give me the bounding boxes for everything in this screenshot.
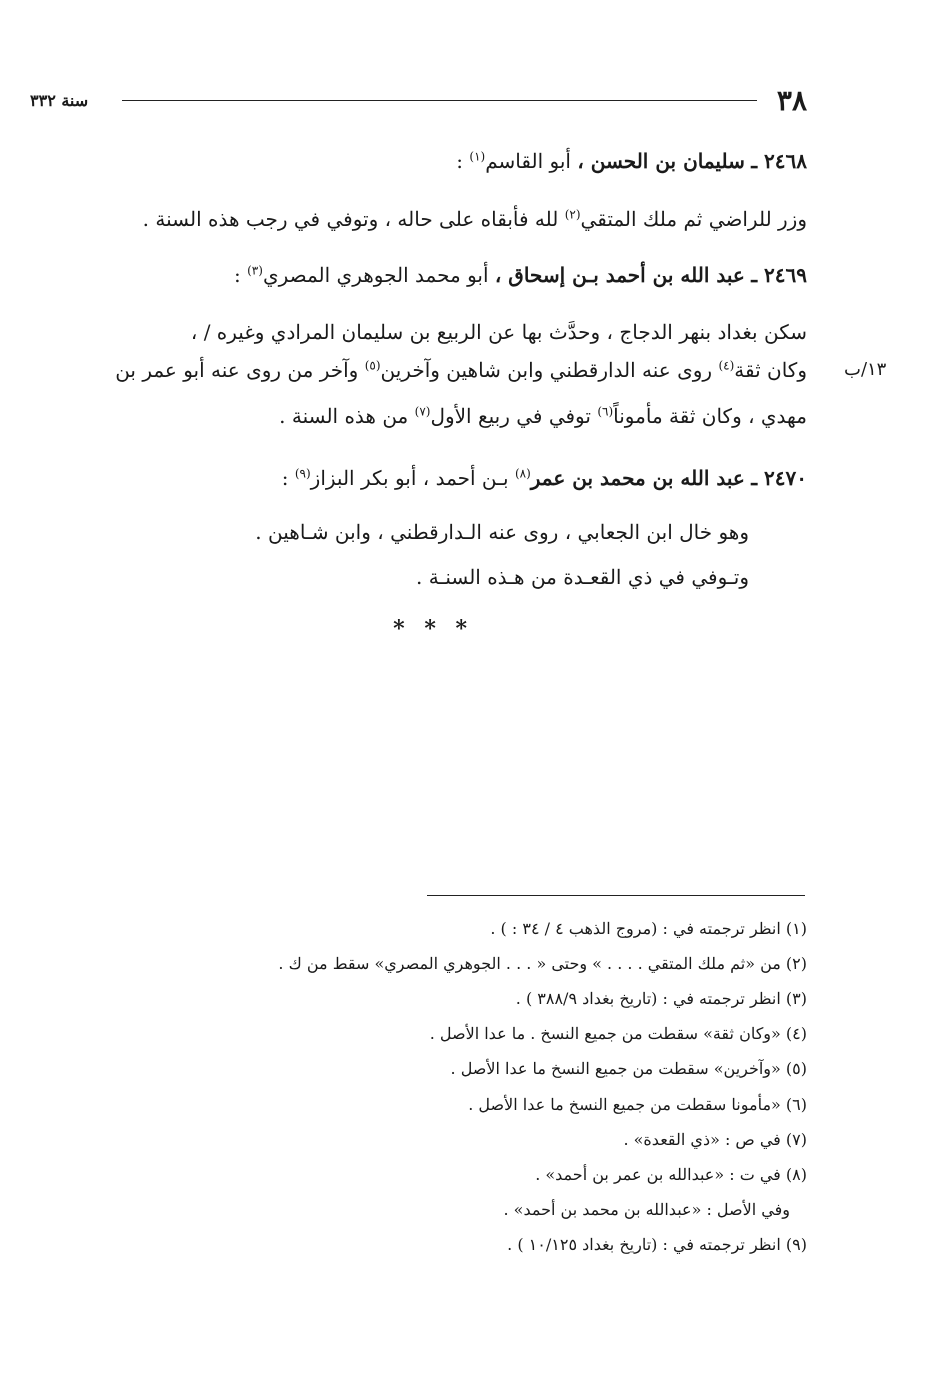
footnote: (٣) انظر ترجمته في : (تاريخ بغداد ٣٨٨/٩ ) . [515, 989, 807, 1008]
text-span: توفي في ربيع الأول [430, 404, 598, 428]
entry-title-2469 [234, 259, 807, 291]
footnote-ref: (٩) [294, 466, 311, 481]
entry-text-line [115, 354, 807, 386]
footnote: (١) انظر ترجمته في : (مروج الذهب ٤ / ٣٤ : ) . [490, 919, 807, 938]
text-span: روى عنه الدارقطني وابن شاهين وآخرين [380, 358, 719, 382]
footnote-ref: (٤) [718, 358, 735, 373]
entry-kunya: بـن أحمد ، أبو بكر البزاز [310, 466, 515, 490]
section-separator: * * * [393, 616, 473, 642]
entry-text-line [255, 516, 749, 548]
text-span: سكن بغداد بنهر الدجاج ، وحدَّث بها عن الربيع بن سليمان المرادي وغيره / ، [190, 320, 807, 344]
text-span: وزر للراضي ثم ملك المتقي [580, 207, 807, 231]
footnote: (٤) «وكان ثقة» سقطت من جميع النسخ . ما عدا الأصل . [429, 1024, 807, 1043]
text-span: لله فأبقاه على حاله ، وتوفي في رجب هذه السنة . [142, 207, 565, 231]
entry-text-line [191, 316, 807, 348]
entry-number: ٢٤٧٠ ـ [751, 466, 807, 490]
text-span: من هذه السنة . [279, 404, 415, 428]
entry-colon: : [281, 466, 295, 490]
header-rule [122, 100, 757, 101]
page-number: ٣٨ [776, 84, 807, 117]
text-span: وكان ثقة [734, 358, 807, 382]
entry-title-2470 [282, 462, 807, 494]
footnote-ref: (٦) [597, 404, 614, 419]
footnote: (٥) «وآخرين» سقطت من جميع النسخ ما عدا الأصل . [450, 1059, 807, 1078]
footnote-rule [427, 895, 805, 896]
footnote-ref: (٥) [364, 358, 381, 373]
text-span: مهدي ، وكان ثقة مأموناً [613, 404, 807, 428]
entry-text-line [143, 203, 807, 235]
footnote-ref: (٧) [414, 404, 431, 419]
entry-text-line [279, 400, 807, 432]
footnote: (٨) في ت : «عبدالله بن عمر بن أحمد» . [535, 1165, 807, 1184]
entry-kunya: أبو محمد الجوهري المصري [262, 263, 495, 287]
running-head: سنة ٣٣٢ [30, 91, 89, 110]
entry-number: ٢٤٦٩ ـ [751, 263, 807, 287]
footnote: (٦) «مأمونا سقطت من جميع النسخ ما عدا الأصل . [468, 1095, 807, 1114]
entry-name: سليمان بن الحسن ، [577, 149, 745, 173]
page-header [30, 84, 807, 118]
text-span: وتـوفي في ذي القعـدة من هـذه السنـة . [416, 565, 749, 589]
manuscript-folio-note: ١٣/ب [844, 359, 887, 380]
entry-name: عبد الله بن أحمد بـن إسحاق ، [494, 263, 745, 287]
footnote-continuation: وفي الأصل : «عبدالله بن محمد بن أحمد» . [503, 1200, 790, 1219]
entry-name: عبد الله بن محمد بن عمر [530, 466, 745, 490]
entry-kunya: أبو القاسم [485, 149, 578, 173]
footnote: (٩) انظر ترجمته في : (تاريخ بغداد ١٠/١٢٥ ) . [507, 1235, 807, 1254]
entry-colon: : [234, 263, 248, 287]
entry-colon: : [456, 149, 470, 173]
entry-text-line [416, 561, 749, 593]
footnote-ref: (٢) [564, 207, 581, 222]
text-span: وهو خال ابن الجعابي ، روى عنه الـدارقطني ، وابن شـاهين . [255, 520, 749, 544]
entry-number: ٢٤٦٨ ـ [751, 149, 807, 173]
footnote: (٢) من «ثم ملك المتقي . . . . » وحتى « . . . الجوهري المصري» سقط من ك . [278, 954, 807, 973]
footnote-ref: (٣) [247, 263, 263, 278]
footnote-ref: (١) [469, 149, 486, 164]
text-span: وآخر من روى عنه أبو عمر بن [115, 358, 365, 382]
footnote: (٧) في ص : «ذي القعدة» . [623, 1130, 807, 1149]
entry-title-2468 [456, 145, 807, 177]
footnote-ref: (٨) [514, 466, 531, 481]
